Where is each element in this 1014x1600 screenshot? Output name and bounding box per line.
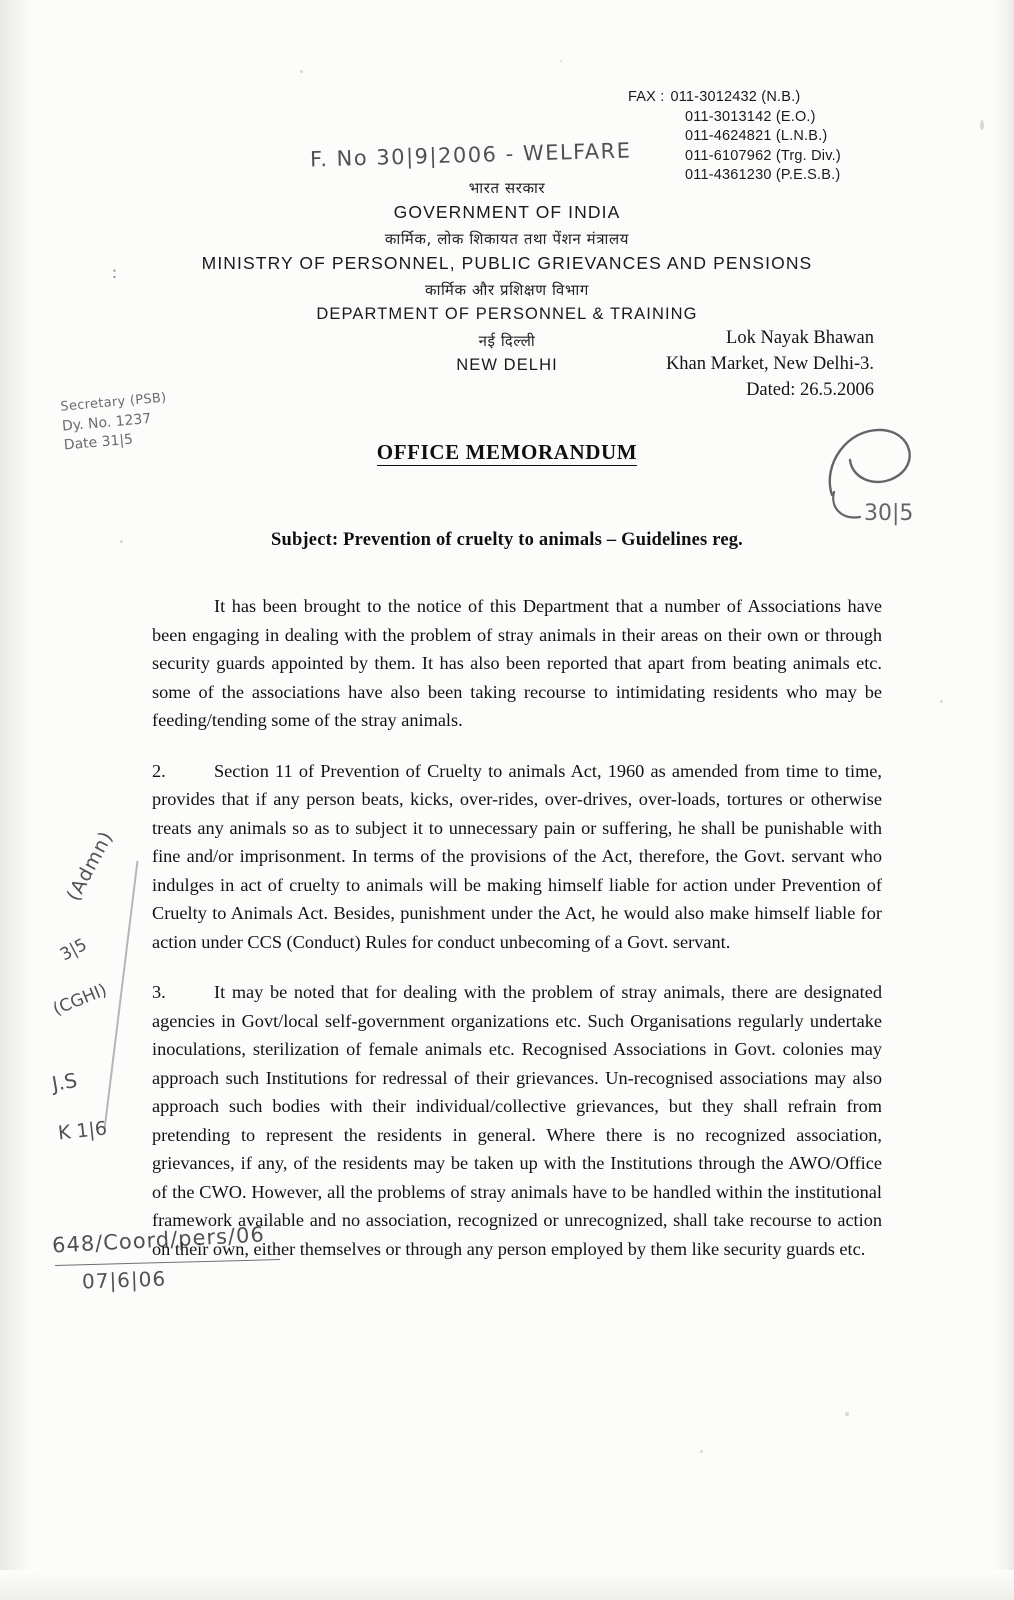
- fax-number-row: [628, 108, 841, 128]
- letterhead-line-en: NEW DELHI: [456, 356, 558, 374]
- fax-number: 011-3013142 (E.O.): [685, 108, 816, 125]
- margin-note-a: 3|5: [56, 934, 91, 966]
- margin-note-bottom-date: 07|6|06: [81, 1266, 167, 1294]
- signature-scrawl-icon: [812, 420, 942, 530]
- address-block: [666, 325, 874, 403]
- margin-note-b: (CGHI): [50, 980, 110, 1020]
- scan-edge-bottom: [0, 1570, 1014, 1600]
- paragraph-text: It may be noted that for dealing with the problem of stray animals, there are designated agencies in Govt/local self-government organizations etc. Such Organisations regularly undertake inoculations, sterilization of female animals etc. Recognised Associations in Govt. colonies may approach such Institutions for redressal of their grievances. Un-recognised associations may also approach such bodies with their individual/collective grievances, but they shall refrain from pretending to represent the residents in general. Where there is no recognized association, grievances, if any, of the residents may be taken up with the Institutions through the AWO/Office of the CWO. However, all the problems of stray animals have to be handled within the institutional framework available and no association, recognized or unrecognized, shall take recourse to action on their own, either themselves or through any person employed by them like security guards etc.: [152, 982, 882, 1259]
- paragraph-number: 2.: [152, 760, 166, 781]
- margin-pen-stroke: [104, 861, 139, 1129]
- address-line: Khan Market, New Delhi-3.: [665, 354, 874, 374]
- page-title-text: OFFICE MEMORANDUM: [376, 440, 638, 464]
- scan-speck: [845, 1412, 849, 1416]
- letterhead-line-hi: नई दिल्ली: [478, 332, 536, 350]
- scan-speck: [980, 120, 984, 130]
- handwritten-file-number: F. No 30|9|2006 - WELFARE: [309, 138, 632, 172]
- stamp-dyno-value: 1237: [114, 410, 152, 430]
- document-body: [152, 592, 882, 1285]
- paragraph-2: [152, 757, 882, 957]
- fax-number: 011-6107962 (Trg. Div.): [685, 147, 841, 164]
- letterhead-line-en: DEPARTMENT OF PERSONNEL & TRAINING: [316, 305, 698, 323]
- scan-speck: [560, 60, 562, 62]
- fax-number-row: [628, 127, 841, 147]
- scan-speck: [940, 700, 943, 703]
- fax-number: 011-4624821 (L.N.B.): [685, 128, 828, 144]
- margin-note-js: J.S: [50, 1068, 79, 1096]
- stamp-line-secretary: Secretary (PSB): [59, 390, 168, 415]
- document-date: Dated: 26.5.2006: [746, 380, 874, 400]
- fax-number: 011-4361230 (P.E.S.B.): [685, 167, 841, 183]
- margin-note-admn: (Admn): [62, 827, 118, 905]
- letterhead-line-hi: भारत सरकार: [468, 179, 546, 197]
- paragraph-text: Section 11 of Prevention of Cruelty to animals Act, 1960 as amended from time to time, provides that if any person beats, kicks, over-rides, over-drives, over-loads, tortures or otherwise treats any animals so as to subject it to unnecessary pain or suffering, he shall be punishable with fine and/or imprisonment. In terms of the provisions of the Act, therefore, the Govt. servant who indulges in act of cruelty to animals will be making himself liable for action under Prevention of Cruelty to Animals Act. Besides, punishment under the Act, he would also make himself liable for action under CCS (Conduct) Rules for conduct unbecoming of a Govt. servant.: [152, 760, 882, 952]
- fax-number: 011-3012432 (N.B.): [670, 89, 801, 105]
- letterhead-line-hi: कार्मिक और प्रशिक्षण विभाग: [425, 281, 589, 299]
- fax-label: FAX :: [628, 89, 665, 105]
- letterhead-line-en: GOVERNMENT OF INDIA: [393, 202, 621, 222]
- subject-line: Subject: Prevention of cruelty to animals – Guidelines reg.: [270, 530, 744, 550]
- fax-block: [628, 88, 841, 186]
- stamp-dyno-label: Dy. No.: [61, 414, 112, 435]
- address-line: Lok Nayak Bhawan: [726, 328, 874, 348]
- margin-note-k: K 1|6: [56, 1117, 109, 1145]
- letterhead-line-hi: कार्मिक, लोक शिकायत तथा पेंशन मंत्रालय: [384, 230, 630, 248]
- scan-speck: [300, 70, 303, 73]
- paragraph-number: 3.: [152, 982, 166, 1002]
- scan-speck: [700, 1450, 703, 1453]
- stamp-date-value: 31|5: [100, 431, 134, 451]
- margin-note-bottom-ref: 648/Coord/pers/06: [51, 1222, 266, 1258]
- fax-number-row: [628, 147, 841, 167]
- scan-mark: :: [112, 262, 118, 282]
- svg-text:30|5: 30|5: [864, 501, 914, 526]
- paragraph-1: It has been brought to the notice of this Department that a number of Associations have been engaging in dealing with the problem of stray animals in their areas on their own or through security guards appointed by them. It has also been reported that apart from beating animals etc. some of the associations have also been taking recourse to intimidating residents who may be feeding/tending some of the stray animals.: [152, 596, 882, 730]
- paragraph-3: [152, 978, 882, 1263]
- stamp-date-label: Date: [63, 434, 98, 454]
- letterhead-line-en: MINISTRY OF PERSONNEL, PUBLIC GRIEVANCES AND PENSIONS: [201, 253, 813, 273]
